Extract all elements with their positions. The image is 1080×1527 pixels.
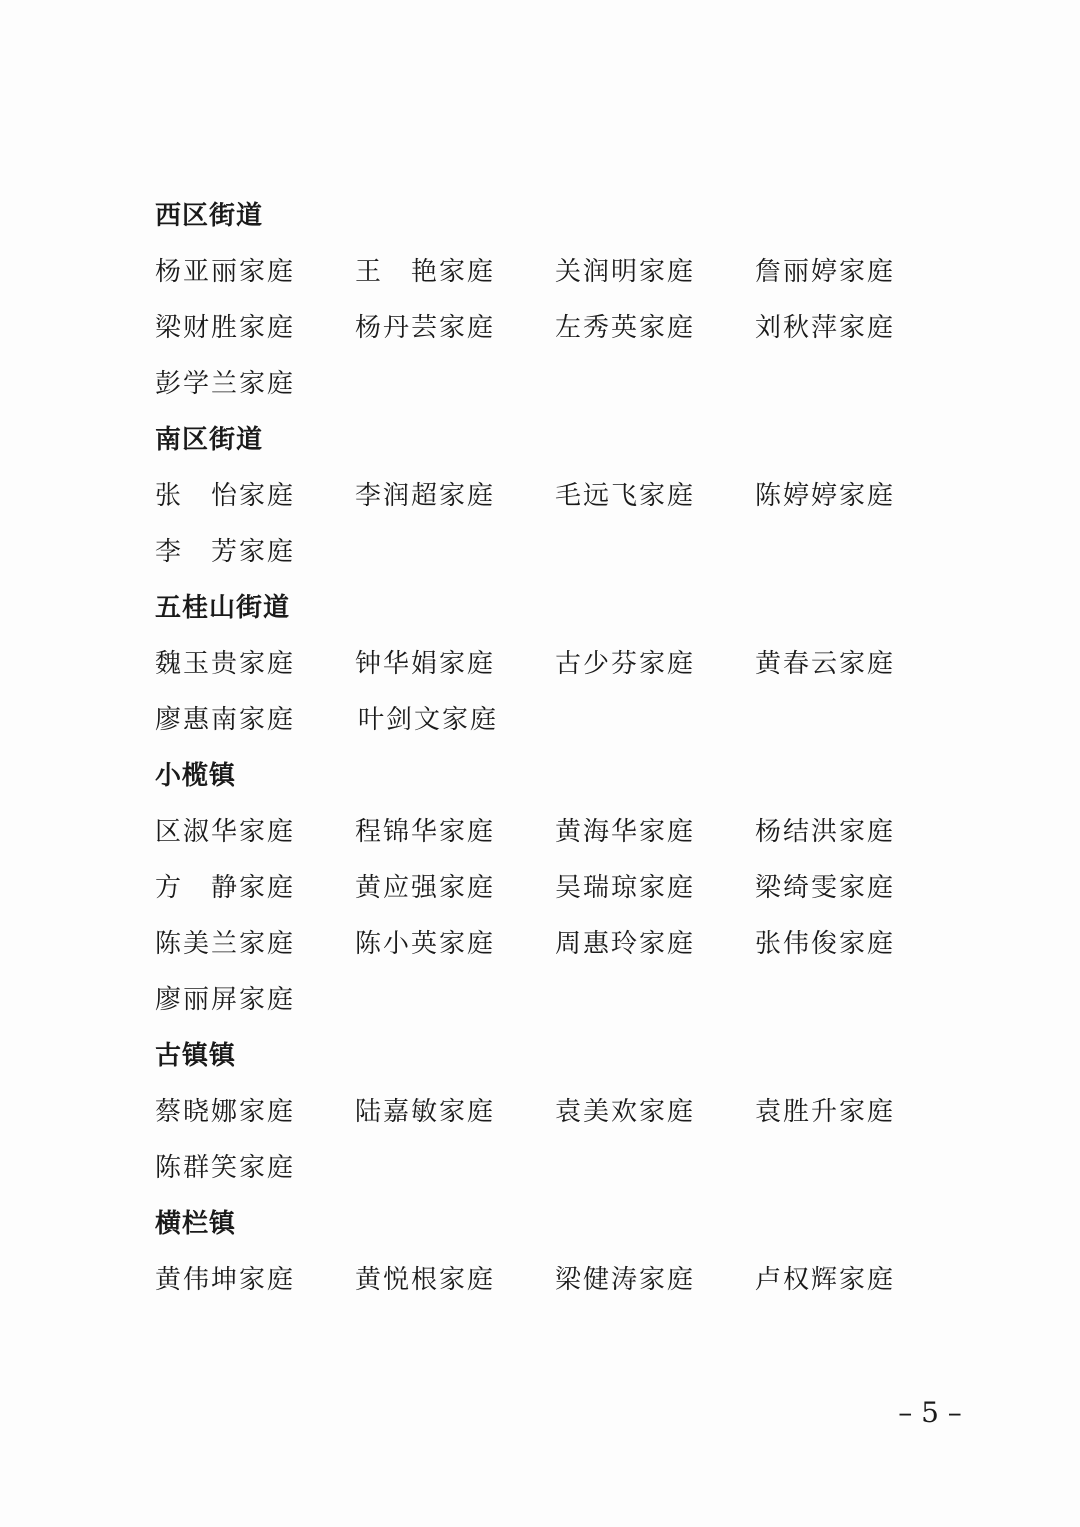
family-name: 陈群笑家庭	[155, 1153, 296, 1183]
section-title: 五桂山街道	[155, 593, 291, 623]
name-row	[155, 924, 955, 980]
name-row	[155, 644, 955, 700]
family-list	[155, 196, 955, 1316]
family-name: 左秀英家庭	[555, 313, 696, 343]
family-name: 蔡晓娜家庭	[155, 1097, 296, 1127]
family-name: 黄海华家庭	[555, 817, 696, 847]
family-name: 梁绮雯家庭	[755, 873, 896, 903]
family-name: 卢权辉家庭	[755, 1265, 896, 1295]
page-number: – 5 –	[898, 1396, 962, 1429]
section-title: 古镇镇	[155, 1041, 237, 1071]
family-name: 张 怡家庭	[155, 481, 296, 511]
family-name: 廖丽屏家庭	[155, 985, 296, 1015]
family-name: 梁健涛家庭	[555, 1265, 696, 1295]
section-title: 小榄镇	[155, 761, 237, 791]
family-name: 袁胜升家庭	[755, 1097, 896, 1127]
family-name: 张伟俊家庭	[755, 929, 896, 959]
name-row	[155, 364, 955, 420]
name-row	[155, 980, 955, 1036]
family-name: 梁财胜家庭	[155, 313, 296, 343]
family-name: 叶剑文家庭	[358, 705, 499, 735]
family-name: 程锦华家庭	[355, 817, 496, 847]
section-title: 横栏镇	[155, 1209, 237, 1239]
family-name: 古少芬家庭	[555, 649, 696, 679]
family-name: 黄应强家庭	[355, 873, 496, 903]
family-name: 李润超家庭	[355, 481, 496, 511]
family-name: 杨丹芸家庭	[355, 313, 496, 343]
family-name: 方 静家庭	[155, 873, 296, 903]
family-name: 黄悦根家庭	[355, 1265, 496, 1295]
family-name: 黄春云家庭	[755, 649, 896, 679]
name-row	[155, 532, 955, 588]
family-name: 廖惠南家庭	[155, 705, 296, 735]
family-name: 区淑华家庭	[155, 817, 296, 847]
family-name: 魏玉贵家庭	[155, 649, 296, 679]
family-name: 陈小英家庭	[355, 929, 496, 959]
family-name: 陆嘉敏家庭	[355, 1097, 496, 1127]
family-name: 周惠玲家庭	[555, 929, 696, 959]
name-row	[155, 1260, 955, 1316]
family-name: 刘秋萍家庭	[755, 313, 896, 343]
family-name: 关润明家庭	[555, 257, 696, 287]
family-name: 毛远飞家庭	[555, 481, 696, 511]
family-name: 詹丽婷家庭	[755, 257, 896, 287]
family-name: 陈婷婷家庭	[755, 481, 896, 511]
family-name: 袁美欢家庭	[555, 1097, 696, 1127]
family-name: 王 艳家庭	[355, 257, 496, 287]
family-name: 吴瑞琼家庭	[555, 873, 696, 903]
section-title: 西区街道	[155, 201, 264, 231]
family-name: 钟华娟家庭	[355, 649, 496, 679]
family-name: 李 芳家庭	[155, 537, 296, 567]
name-row	[155, 476, 955, 532]
family-name: 黄伟坤家庭	[155, 1265, 296, 1295]
family-name: 杨亚丽家庭	[155, 257, 296, 287]
section-title: 南区街道	[155, 425, 264, 455]
family-name: 陈美兰家庭	[155, 929, 296, 959]
name-row	[155, 308, 955, 364]
family-name: 彭学兰家庭	[155, 369, 296, 399]
name-row	[155, 812, 955, 868]
family-name: 杨结洪家庭	[755, 817, 896, 847]
name-row	[155, 700, 955, 756]
name-row	[155, 252, 955, 308]
name-row	[155, 868, 955, 924]
name-row	[155, 1092, 955, 1148]
name-row	[155, 1148, 955, 1204]
